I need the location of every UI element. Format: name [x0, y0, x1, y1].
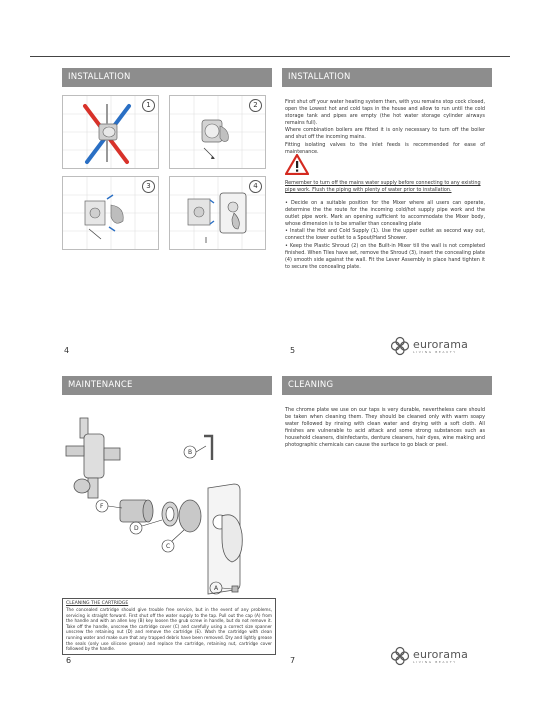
page-6-number: 6 [66, 656, 72, 665]
callout-c: C [166, 543, 171, 550]
figure-3 [62, 176, 159, 250]
page-5-number: 5 [290, 346, 296, 355]
warning-icon [285, 154, 309, 179]
page-4-number: 4 [64, 346, 70, 355]
callout-f: F [100, 503, 104, 510]
figure-1-number: 1 [142, 99, 155, 112]
figure-2 [169, 95, 266, 169]
page-6-maintenance [62, 376, 272, 666]
page-7-number: 7 [290, 656, 296, 665]
figure-3-number: 3 [142, 180, 155, 193]
callout-a: A [214, 585, 219, 592]
intro-paragraph-2: Where combination boilers are fitted it is only necessary to turn off the boiler and shut off the incoming mains. [285, 127, 485, 141]
step-3: • Keep the Plastic Shroud (2) on the Built-in Mixer till the wall is not completed finished. When Tiles have set, remove the Shroud (3), insert the concealing plate (4) smooth side against the wall. Fit the Lever Assembly in place hand tighten it to secure the concealing plate. [285, 242, 485, 270]
installation-steps [285, 200, 485, 271]
brand-wordmark: eurorama [413, 648, 469, 661]
brand-logo-footer [390, 646, 468, 666]
page-6-header: MAINTENANCE [62, 376, 272, 395]
page-4-installation [62, 68, 272, 358]
caution-note: Remember to turn off the mains water supply before connecting to any existing pipe work. Flush the piping with plenty of water prior to installation. [285, 180, 481, 193]
brand-tagline: LIVING BEAUTY [413, 350, 457, 354]
top-divider [30, 56, 510, 57]
figure-4 [169, 176, 266, 250]
brand-flower-icon [390, 646, 410, 666]
page-5-header: INSTALLATION [282, 68, 492, 87]
cleaning-text: The chrome plate we use on our taps is very durable, nevertheless care should be taken when cleaning them. They should be cleaned only with warm soapy water followed by rinsing with clean water and drying with a soft cloth. All finishes are vulnerable to acid attack and some strong substances such as household cleaners, disinfectants, denture cleaners, hair dyes, wine making and photographic chemicals can cause the surface to go black or peel. [285, 407, 485, 449]
page-5-installation [282, 68, 492, 358]
callout-d: D [134, 525, 139, 532]
intro-paragraph-3: Fitting isolating valves to the inlet feeds is recommended for ease of maintenance. [285, 141, 485, 155]
intro-paragraph-1: First shut off your water heating system then, with you remains stop cock closed, open the Lowest hot and cold taps in the house and allow to run until the cold storage tank and pipes are empty (the hot water storage cylinder airways remains full). [285, 99, 485, 127]
step-2: • Install the Hot and Cold Supply (1). Use the upper outlet as second way out, connect the lower outlet to a Spout/Hand Shower. [285, 228, 485, 242]
page-4-header: INSTALLATION [62, 68, 272, 87]
box-title: CLEANING THE CARTRIDGE [66, 601, 129, 606]
brand-flower-icon [390, 336, 410, 356]
brand-tagline: LIVING BEAUTY [413, 660, 457, 664]
figure-2-number: 2 [249, 99, 262, 112]
callout-b: B [188, 449, 193, 456]
figure-1 [62, 95, 159, 169]
exploded-view-drawing [62, 398, 272, 596]
step-1: • Decide on a suitable position for the Mixer where all users can operate, determine the the route for the incoming cold/hot supply pipe work and the outlet pipe work. Mark an opening sufficient to accommodate the Mixer body, whose dimension is to be smaller than concealing plate [285, 200, 485, 228]
brand-logo [390, 336, 468, 356]
page-7-cleaning [282, 376, 492, 666]
figure-4-number: 4 [249, 180, 262, 193]
box-text: The concealed cartridge should give trouble free service, but in the event of any problems, servicing is straight forward. First shut off the water supply to the tap. Pull out the cap (A) from the handle and with an allen key (B) key loosen the grub screw in handle, but do not remove it. Take off the handle, unscrew the cartridge cover (C) and carefully using a correct size spanner unscrew the retaining nut (D) and remove the cartridge (E). Wash the cartridge with clean running water and make sure that any trapped debris have been removed. Dry and lightly grease the seals (only use silicone grease) and replace the cartridge, retaining nut, cartridge cover followed by the handle. [66, 607, 272, 652]
cleaning-cartridge-box [62, 598, 276, 655]
page-7-header: CLEANING [282, 376, 492, 395]
brand-wordmark: eurorama [413, 338, 469, 351]
page-5-intro [285, 99, 485, 156]
